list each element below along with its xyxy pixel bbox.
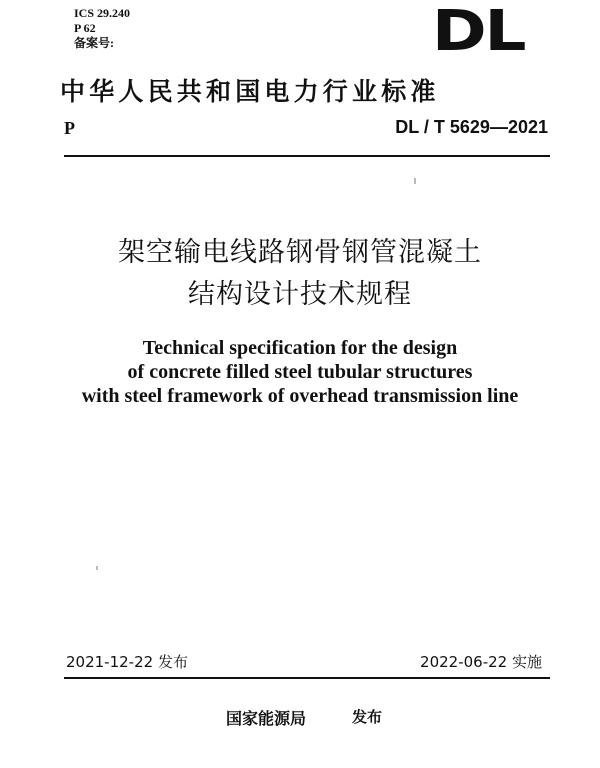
en-title-line-1: Technical specification for the design xyxy=(142,337,458,359)
dl-logo: DL xyxy=(431,0,524,64)
top-divider xyxy=(64,155,550,157)
standard-number: DL / T 5629—2021 xyxy=(395,117,548,137)
publish-label: 发布 xyxy=(352,708,383,726)
en-title-line-3: with steel framework of overhead transmission line xyxy=(81,385,519,407)
scan-speck xyxy=(96,566,98,570)
implementation-date: 2022-06-22 实施 xyxy=(420,653,542,671)
classification-block xyxy=(74,6,130,51)
standard-type-title: 中华人民共和国电力行业标准 xyxy=(60,77,440,106)
ics-code: ICS 29.240 xyxy=(74,6,131,20)
category-letter: P xyxy=(64,118,75,138)
issue-date: 2021-12-22 发布 xyxy=(66,653,188,671)
filing-number-label: 备案号: xyxy=(74,36,114,50)
publisher-name: 国家能源局 xyxy=(226,709,307,728)
cn-title-line-2: 结构设计技术规程 xyxy=(188,279,412,310)
en-title-line-2: of concrete filled steel tubular structures xyxy=(127,361,473,383)
cn-title-line-1: 架空输电线路钢骨钢管混凝土 xyxy=(118,237,482,268)
bottom-divider xyxy=(64,677,550,679)
scan-speck xyxy=(414,178,416,184)
category-code: P 62 xyxy=(74,21,96,35)
